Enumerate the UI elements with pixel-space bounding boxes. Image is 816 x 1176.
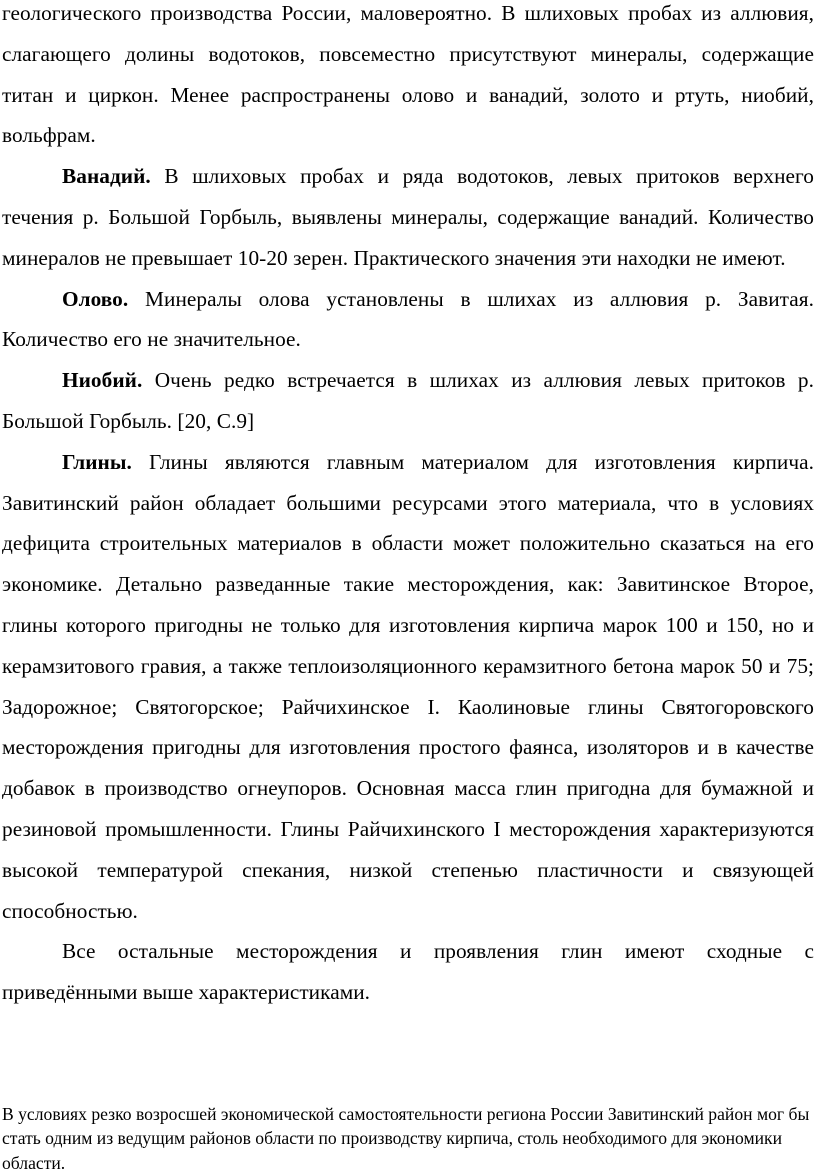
- closing-paragraph: Все остальные месторождения и проявления глин имеют сходные с приведёнными выше характеристиками.: [2, 939, 814, 1005]
- document-body: [2, 0, 814, 1013]
- paragraph-vanadium: [2, 156, 814, 278]
- heading-tin: Олово.: [62, 286, 129, 311]
- paragraph-niobium: [2, 360, 814, 442]
- text-tin: Минералы олова установлены в шлихах из аллювия р. Завитая. Количество его не значительное.: [2, 286, 814, 352]
- paragraph-clays: [2, 442, 814, 932]
- text-niobium: Очень редко встречается в шлихах из аллювия левых притоков р. Большой Горбыль. [20, С.9]: [2, 368, 814, 433]
- paragraph-tin: [2, 279, 814, 361]
- text-clays: Глины являются главным материалом для изготовления кирпича. Завитинский район обладает большими ресурсами этого материала, что в условиях дефицита строительных материалов в области может положительно сказаться на его экономике. Детально разведанные такие месторождения, как: Завитинское Второе, глины которого пригодны не только для изготовления кирпича марок 100 и 150, но и керамзитового гравия, а также теплоизоляционного керамзитного бетона марок 50 и 75; Задорожное; Святогорское; Райчихинское I. Каолиновые глины Святогоровского месторождения пригодны для изготовления простого фаянса, изоляторов и в качестве добавок в производство огнеупоров. Основная масса глин пригодна для бумажной и резиновой промышленности. Глины Райчихинского I месторождения характеризуются высокой температурой спекания, низкой степенью пластичности и связующей способностью.: [2, 449, 814, 923]
- footnote: В условиях резко возросшей экономической самостоятельности региона России Завитинский район мог бы стать одним из ведущим районов области по производству кирпича, столь необходимого для экономики области.: [2, 1104, 810, 1173]
- heading-vanadium: Ванадий.: [62, 164, 151, 189]
- continuation-paragraph: геологического производства России, маловероятно. В шлиховых пробах из аллювия, слагающего долины водотоков, повсеместно присутствуют минералы, содержащие титан и циркон. Менее распространены олово и ванадий, золото и ртуть, ниобий, вольфрам.: [2, 1, 814, 148]
- text-vanadium: В шлиховых пробах и ряда водотоков, левых притоков верхнего течения р. Большой Горбыль, выявлены минералы, содержащие ванадий. Количество минералов не превышает 10-20 зерен. Практического значения эти находки не имеют.: [2, 164, 814, 270]
- heading-niobium: Ниобий.: [62, 368, 143, 393]
- heading-clays: Глины.: [62, 449, 132, 474]
